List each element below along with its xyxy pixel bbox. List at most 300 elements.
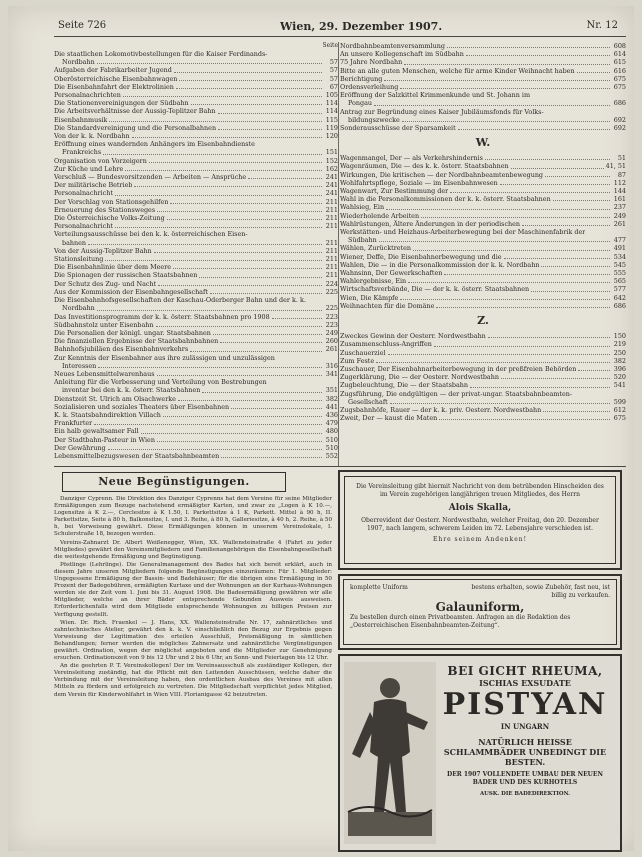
toc-entry-page: 510 [325,435,338,444]
toc-entry [340,294,626,302]
toc-entry-title: Aufgaben der Fabrikarbeiter Jugend [54,66,172,75]
toc-entry-title: Dienstzeit St. Ulrich am Olsachwerke [54,394,176,403]
toc-entry-title: Frankfurter [54,419,93,428]
toc-entry-title: Die Spionagen der russischen Staatsbahnen [54,271,198,280]
toc-entry [340,285,626,293]
toc-leader-dots [400,294,610,300]
toc-entry-title: Die finanziellen Ergebnisse der Staatsbahnbahnen [54,337,219,346]
toc-entry [54,378,338,386]
toc-entry-title: Pongau [348,99,373,108]
toc-leader-dots [103,148,322,154]
toc-entry [340,236,626,244]
toc-leader-dots [167,214,322,220]
toc-entry-page: 249 [613,211,626,220]
toc-entry-title: Sozialisieren und soziales Theaters über Eisenbahnen [54,402,230,411]
toc-entry [54,255,338,263]
toc-entry-page [248,230,262,238]
toc-entry-page: 341 [325,369,338,378]
toc-entry [54,107,338,115]
toc-entry-page [544,108,558,116]
toc-leader-dots [504,253,610,259]
toc-entry-title: Zum Feste [340,356,375,365]
toc-entry-page: 241 [325,173,338,182]
toc-entry [340,108,626,116]
toc-entry [340,212,626,220]
toc-entry [54,230,338,238]
toc-entry-page: 67 [329,82,338,91]
toc-entry-title: Personalnachricht [54,189,113,198]
toc-entry-title: Wirtschaftsverbände, Die — der k. k. österr. Staatsbahnen [340,285,530,294]
toc-entry [54,386,338,394]
toc-entry-title: Wohlfahrtspflege, Soziale — im Eisenbahnwesen [340,178,498,187]
uniform-right-text: bestens erhalten, sowie Zubehör, fast neu, ist billig zu verkaufen. [471,584,610,599]
toc-entry [340,357,626,365]
toc-entry-title: Zusammenschluss-Angriffen [340,340,432,349]
toc-entry-title: Wiederholende Arbeiten [340,211,420,220]
toc-entry [54,395,338,403]
toc-entry-title: Antrag zur Begründung eines Kaiser Jubiläumsfonds für Volks- [340,107,544,116]
toc-entry-page: 41, 51 [605,162,626,171]
toc-entry-page: 237 [613,203,626,212]
toc-leader-dots [157,370,323,376]
toc-entry [54,198,338,206]
toc-entry-title: Von der k. k. Nordbahn [54,132,130,141]
toc-entry-title: Die Standardvereinigung und die Personalbahnen [54,123,217,132]
toc-entry-page: 119 [325,123,338,132]
toc-entry-title: Zweit, Der — kaust die Maten [340,414,438,423]
toc-entry [340,277,626,285]
toc-entry-title: Gesellschaft [348,397,388,406]
toc-entry-page: 162 [325,164,338,173]
toc-leader-dots [390,398,610,404]
toc-entry-page: 552 [325,451,338,460]
toc-leader-dots [213,329,322,335]
toc-leader-dots [191,99,322,105]
toc-entry-title: Wahl in die Personalkommissionen der k. k. österr. Staatsbahnen [340,195,551,204]
toc-entry-page: 675 [613,414,626,423]
toc-entry [340,349,626,357]
toc-entry [54,157,338,165]
toc-entry-title: Stationsleitung [54,255,104,264]
toc-entry-title: Wagenwart, Zur Bestimmung der [340,187,449,196]
toc-entry-page: 161 [613,195,626,204]
toc-entry-page: 225 [325,287,338,296]
toc-entry-title: Personalnachricht [54,222,113,231]
toc-leader-dots [466,50,610,56]
toc-entry [54,116,338,124]
toc-entry-page: 211 [325,246,338,255]
toc-leader-dots [248,173,322,179]
toc-leader-dots [178,395,322,401]
header-rule [54,36,626,37]
toc-entry-title: Wahlrüstungen, Ältere Änderungen in der periodischen [340,219,521,228]
toc-entry-page: 211 [325,271,338,280]
toc-leader-dots [388,349,610,355]
toc-leader-dots [218,107,322,113]
toc-entry-title: Zugerklärung, Die — der Oesterr. Nordwestbahn [340,373,499,382]
toc-entry [54,50,338,58]
toc-entry [340,414,626,422]
toc-leader-dots [115,222,322,228]
toc-entry-title: Wahlsieg, Ein [340,203,385,212]
toc-entry-page: 211 [325,238,338,247]
obituary-closing: Ehre seinem Andenken! [432,536,528,543]
toc-entry-page: 260 [325,337,338,346]
toc-entry-page: 87 [617,170,626,179]
toc-entry-title: K. k. Staatsbahndirektion Villach [54,410,161,419]
toc-entry-title: Wiener, Deffe, Die Eisenbahnerbewegung und die [340,252,502,261]
toc-entry [340,67,626,75]
ad-line-5: DER 1907 VOLLENDETE UMBAU DER NEUEN BADER UND DES KURHOTELS [447,771,603,786]
toc-entry [340,179,626,187]
column-divider [338,42,339,466]
toc-leader-dots [272,313,322,319]
toc-entry-title: Anleitung für die Verbesserung und Verteilung von Bestrebungen [54,378,267,387]
toc-entry-page: 555 [613,269,626,278]
toc-entry [54,419,338,427]
toc-leader-dots [404,58,610,64]
toc-entry-title: Werkstätten- und Heizhaus-Arbeiterbewegung bei der Maschinenfabrik der [340,228,586,237]
newspaper-page [8,6,634,851]
toc-leader-dots [374,99,610,105]
neue-paragraph: Pöstlinge (Lehrlinge). Die Generalmanagement des Bades hat sich bereit erklärt, auch in diesem Jahre unseren Mitgliedern folgende Begünstigungen einzuräumen: Für 1. Mitglieder: Ungegessene Ermäßigung der Bassin- und Badehäuser; für die übrigen eine Ermäßigung in 50 Prozent der Badegebühren, ermäßigten Kurtaxe und der Wohnungen an der Kurhaus-Wohnungen werden sie der Zeit vom 1. Juni bis 31. August 1908. Die Badeermäßigung gewähren wir alle Mitglieder, welche an ihrer Bäder entsprechende Gebunden Ausweis ausweisen. Erforderlichenfalls wird dem Mitgliede entsprechende Wohnungen zu billigen Preisen zur Verfügung gestellt. [54,561,332,618]
toc-entry-page: 541 [613,381,626,390]
toc-entry-title: Die Personalien der königl. ungar. Staatsbahnen [54,328,211,337]
toc-entry-page: 479 [325,419,338,428]
toc-entry-page: 436 [325,410,338,419]
toc-leader-dots [376,357,610,363]
toc-entry-page: 480 [325,427,338,436]
toc-entry-title: Das Investitionsprogramm der k. k. österr. Staatsbahnen pro 1908 [54,312,270,321]
toc-leader-dots [470,381,610,387]
toc-entry-page: 614 [613,50,626,59]
toc-entry [340,302,626,310]
toc-leader-dots [485,154,610,160]
toc-entry [54,189,338,197]
toc-entry [54,165,338,173]
toc-leader-dots [450,187,610,193]
toc-entry-page: 477 [613,236,626,245]
toc-entry-title: Wien, Die Kämpfe [340,293,399,302]
obituary-notice [338,470,622,570]
toc-leader-dots [522,220,610,226]
toc-entry [340,91,626,99]
toc-entry-page: 57 [329,58,338,67]
toc-entry-title: Aus der Kommission der Eisenbahngesellschaft [54,287,208,296]
toc-entry-title: Frankreichs [62,148,102,157]
toc-entry [340,116,626,124]
toc-leader-dots [157,206,322,212]
toc-entry-title: Neues Lebensmittelwarenhaus [54,369,155,378]
toc-entry-page: 675 [613,83,626,92]
toc-entry-title: Der Stadtbahn-Pasteur in Wien [54,435,155,444]
toc-entry-page: 224 [325,279,338,288]
uniform-body: Zu bestellen durch einen Privatbeamten. Anfragen an die Redaktion des „Oesterreichischen Eisenbahnbeamten-Zeitung“. [350,614,571,629]
toc-leader-dots [439,414,610,420]
toc-entry-title: Die Arbeitsverhältnisse der Aussig-Teplitzer Bahn [54,107,216,116]
toc-entry [340,269,626,277]
toc-entry [54,321,338,329]
toc-entry-page: 241 [325,181,338,190]
toc-entry-page: 382 [325,394,338,403]
toc-entry-title: Zugsbahnhöfe, Rauer — der k. k. priv. Oesterr. Nordwestbahn [340,405,542,414]
toc-entry [54,296,338,304]
toc-leader-dots [577,67,610,73]
uniform-left-text: komplette Uniform [350,584,408,591]
toc-entry [340,381,626,389]
toc-entry-title: Lebensmittelbezugswesen der Staatsbahnbeamten [54,451,220,460]
toc-entry-title: Bitte an alle guten Menschen, welche für arme Kinder Weihnacht haben [340,66,575,75]
toc-entry-page: 686 [613,99,626,108]
seite-label: Seite [322,42,338,49]
toc-entry-title: Der Schutz des Zug- und Nacht [54,279,157,288]
toc-entry-title: Südbahn [348,236,377,245]
toc-entry-page: 57 [329,74,338,83]
toc-entry-page: 151 [325,148,338,157]
toc-entry-title: Verteilungsausschüsse bei den k. k. österreichischen Eisen- [54,230,248,239]
toc-entry-page: 211 [325,214,338,223]
toc-entry-title: 75 Jahre Nordbahn [340,58,403,67]
toc-entry-title: Erneuerung des Stationsweges [54,205,156,214]
toc-entry-title: Organisation von Vorzeigern [54,156,147,165]
toc-entry-title: Zur Küche und Lehre [54,164,124,173]
toc-entry-title: Bahnhofsjubiläen des Eisenbahnverkehrs [54,345,189,354]
toc-entry-title: inventar bei den k. k. österr. Staatsbahnen [62,386,201,395]
toc-entry-title: Wählen, Zurücktreten [340,244,411,253]
toc-entry-page: 316 [325,361,338,370]
toc-entry-page [585,228,599,236]
toc-leader-dots [231,403,322,409]
toc-leader-dots [190,345,322,351]
neue-paragraph: Vereins-Zahnarzt Dr. Albert Weißenegger, Wien, XX. Wallensteinstraße 4 (Fahrt zu jeder Mitgliedes) gewährt den Vereinsmitgliedern und Familienangehörigen die Eisenbahngesellschaft die weitestgehende Ermäßigung und Begünstigung. [54,539,332,560]
toc-entry-page: 219 [613,340,626,349]
toc-leader-dots [402,116,610,122]
toc-entry-page: 57 [329,66,338,75]
toc-entry [54,271,338,279]
pistyan-advertisement [338,654,622,852]
toc-entry [54,132,338,140]
toc-entry [340,195,626,203]
toc-entry-page: 441 [325,402,338,411]
toc-entry-title: Der Vorschlag von Stationsgehilfen [54,197,169,206]
neue-beguenstigungen-text [54,496,332,848]
toc-entry [54,427,338,435]
toc-entry [54,58,338,66]
toc-entry [54,329,338,337]
toc-entry-page [255,140,269,148]
toc-entry [54,181,338,189]
toc-leader-dots [541,261,610,267]
toc-entry [54,304,338,312]
toc-entry [54,288,338,296]
toc-entry-page: 112 [613,178,626,187]
toc-entry-page: 396 [613,364,626,373]
toc-entry-page: 616 [613,66,626,75]
toc-leader-dots [109,116,322,122]
toc-leader-dots [154,247,322,253]
toc-entry-page: 642 [613,293,626,302]
toc-entry [54,337,338,345]
toc-entry [340,220,626,228]
toc-entry-title: Nordbahnbeamtenversammlung [340,42,445,50]
ad-line-1: BEI GICHT RHEUMA, [447,664,603,678]
toc-entry-title: Zuschauer, Der Eisenbahnarbeiterbewegung in der preßfreien Behörden [340,364,577,373]
toc-entry-page: 520 [613,373,626,382]
neue-beguenstigungen-title: Neue Begünstigungen. [98,475,250,488]
toc-entry-title: Ordensverleihung [340,83,399,92]
toc-entry-title: Eröffnung eines wandernden Anhängers im Eisenbahndienste [54,140,255,149]
toc-entry [340,244,626,252]
toc-leader-dots [220,337,322,343]
toc-leader-dots [408,277,610,283]
neue-paragraph: Danziger Cyprenn. Die Direktion des Danziger Cyprenns hat dem Vereine für seine Mitglieder Ermäßigungen zum Bezuge nachstehend ermäßigter Karten, und zwar zu „Logen à K 10.—, Logensitze à K 2.—, Cerclesitze à K 1.50, I. Parkettsitze à 1 K, Parkett. Mittel à 90 h, II. Parkettsitze, Seite à 80 h, Balkonsitze, I. und 3. Reihe, à 80 h, Galleriesitze, à 40 h, 2. Reihe, à 50 h, bei Vorweisung gewährt. Diese Ermäßigungen können in unserem Vereinslokale, I. Schulerstraße 18, bezogen werden. [54,496,332,538]
toc-entry [340,340,626,348]
toc-leader-dots [413,244,610,250]
toc-leader-dots [149,157,322,163]
toc-leader-dots [379,236,610,242]
toc-entry [340,398,626,406]
toc-entry [340,228,626,236]
toc-leader-dots [199,271,322,277]
toc-entry-page: 211 [325,222,338,231]
toc-entry-page: 211 [325,263,338,272]
toc-entry-title: Wirkungen, Die kritischen — der Nordbahnbeamtenbewegung [340,170,544,179]
toc-entry-title: Eröffnung der Salzkittel Krimmenkunde und St. Johann im [340,91,531,100]
toc-entry-title: bildungszwecke [348,115,400,124]
toc-entry-title: Wahlen, Die — in die Personalkommission der k. k. Nordbahn [340,260,540,269]
uniform-headline: Galauniform, [435,600,525,614]
toc-entry-page [530,91,544,99]
toc-leader-dots [488,332,610,338]
toc-entry-title: Oberösterreichische Eisenbahnwagen [54,74,178,83]
toc-entry [54,452,338,460]
toc-entry-page: 675 [613,74,626,83]
toc-leader-dots [94,419,322,425]
toc-entry [54,247,338,255]
toc-leader-dots [545,171,610,177]
toc-leader-dots [179,75,322,81]
toc-entry [54,206,338,214]
toc-entry [340,99,626,107]
toc-leader-dots [447,42,610,48]
toc-entry [340,171,626,179]
toc-entry-page: 51 [617,154,626,163]
toc-entry-title: Wahlergebnisse, Ein [340,277,407,286]
toc-entry [340,373,626,381]
toc-leader-dots [436,302,610,308]
toc-leader-dots [174,66,322,72]
toc-entry-page: 599 [613,397,626,406]
toc-entry-page: 152 [325,156,338,165]
toc-entry-page: 608 [613,42,626,50]
toc-entry-title: bahnen [62,238,87,247]
toc-entry-title: Weihnachten für die Domäne [340,301,435,310]
toc-entry [54,444,338,452]
uniform-ad [338,574,622,650]
toc-entry-title: Zweckes Gewinn der Oesterr. Nordwestbahn [340,332,486,341]
toc-entry-page [572,390,586,398]
toc-entry-title: Die staatlichen Lokomotivbestellungen für die Kaiser Ferdinands- [54,50,268,58]
toc-entry-page: 612 [613,405,626,414]
toc-entry-page: 115 [325,115,338,124]
toc-entry-title: Personalnachrichten [54,91,121,100]
toc-leader-dots [384,75,610,81]
toc-entry [54,222,338,230]
toc-entry-page: 241 [325,189,338,198]
toc-entry-page: 114 [325,99,338,108]
toc-entry-page: 692 [613,115,626,124]
toc-entry [340,58,626,66]
section-letter-z: Z. [477,314,489,328]
toc-entry [340,406,626,414]
toc-entry [54,370,338,378]
toc-entry-page: 615 [613,58,626,67]
toc-leader-dots [444,269,610,275]
toc-leader-dots [173,263,322,269]
toc-leader-dots [134,181,322,187]
toc-entry [54,75,338,83]
toc-entry-title: Wagenräumen, Die — des k. k. österr. Staatsbahnen [340,162,509,171]
toc-entry-title: Nordbahn [62,304,95,313]
toc-leader-dots [97,304,322,310]
toc-entry-page: 225 [325,304,338,313]
obituary-name: Alois Skalla, [448,503,512,513]
toc-leader-dots [202,386,322,392]
toc-leader-dots [163,411,322,417]
toc-entry-title: Zugsführung, Die endgültigen — der privat-ungar. Staatsbahnbeamten- [340,389,572,398]
toc-entry [54,411,338,419]
toc-entry [54,436,338,444]
toc-leader-dots [158,280,322,286]
toc-leader-dots [170,198,322,204]
toc-entry-title: Zur Kenntnis der Eisenbahner aus ihre zulässigen und unzulässigen [54,353,275,362]
toc-entry-title: An unsere Kollegenschaft im Südbahn [340,50,464,59]
page-header [8,6,634,36]
toc-entry [340,154,626,162]
toc-entry-page: 351 [325,386,338,395]
toc-entry-title: Sonderausschüsse der Sparsamkeit [340,124,456,133]
toc-entry-title: Zuschauerziel [340,348,386,357]
toc-entry-title: Eisenbahnmusik [54,115,108,124]
toc-entry [54,345,338,353]
toc-leader-dots [578,365,610,371]
neue-paragraph: An die geehrten P. T. Vereinskollegen! Der im Vereinsausschuß als zuständiger Kollegen, der Vereinsleitung zuständig, hat die Pflicht mit den Leitenden Ausschüssen, welche daher die Verbindung mit der Vereinsleitung haben, den ordentlichen Ausbau des Vereines mit allen Mitteln zu fördern und erfolgreich zu vertreten. Die Mitgliedschaft verpflichtet jedes Mitglied, dem Verein für Kinderwohlfahrt in Wien VIII. Florianigasse 42 beizutreten. [54,663,332,698]
toc-entry-page: 150 [613,332,626,341]
toc-entry-page: 144 [613,187,626,196]
toc-left-column [54,42,338,460]
toc-entry [340,365,626,373]
toc-entry-title: Von der Aussig-Teplitzer Bahn [54,246,152,255]
ad-line-2: ISCHIAS EXSUDATE [479,678,571,688]
toc-entry-page: 261 [613,219,626,228]
toc-entry [340,50,626,58]
toc-entry-title: Interessen [62,361,97,370]
toc-entry [54,140,338,148]
toc-entry [54,66,338,74]
page-number: Seite 726 [58,20,107,31]
toc-entry-title: Südbahnstolz unter Eisenbahn [54,320,154,329]
toc-entry-title: Die Österreichische Volks-Zeitung [54,214,165,223]
issue-date: Wien, 29. Dezember 1907. [280,20,443,33]
toc-entry [54,91,338,99]
toc-entry [340,42,626,50]
toc-entry [340,75,626,83]
toc-leader-dots [400,83,610,89]
toc-entry-title: Ein halb gewaltsamer Fall [54,427,139,436]
toc-leader-dots [132,132,322,138]
toc-entry [54,173,338,181]
toc-leader-dots [141,427,322,433]
